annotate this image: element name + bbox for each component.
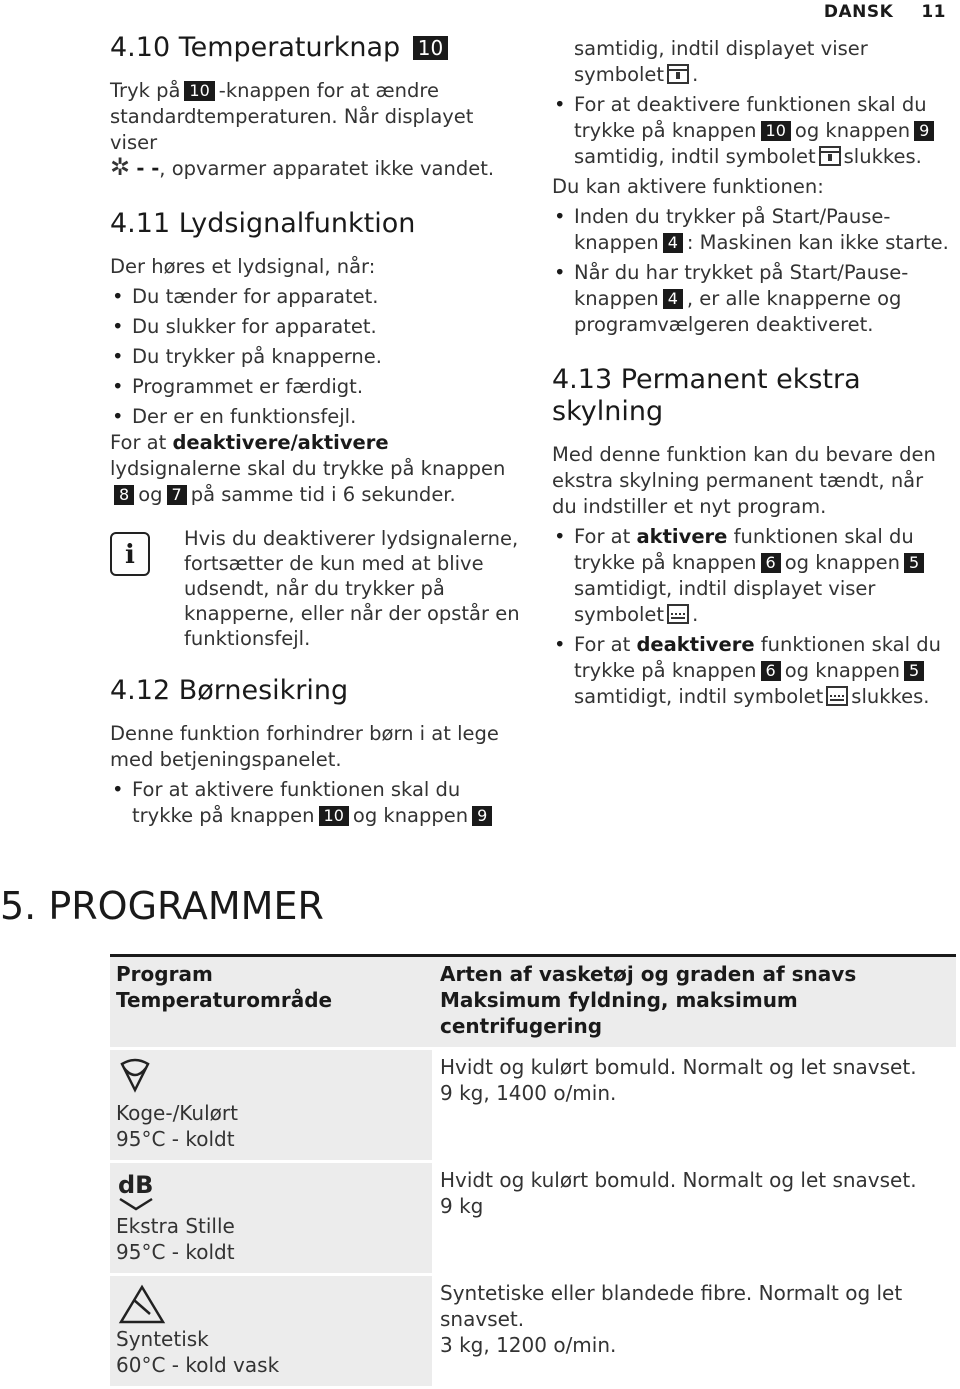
info-icon: i	[110, 532, 150, 576]
program-cell: Koge-/Kulørt 95°C - koldt	[110, 1049, 432, 1162]
rinse-intro: Med denne funktion kan du bevare den ekstra skylning permanent tændt, når du indstiller et nyt program.	[552, 443, 936, 518]
list-item: • Du tænder for apparatet.	[110, 284, 520, 310]
info-note	[110, 526, 520, 651]
activate-when-list	[552, 204, 952, 338]
col-header-type: Arten af vasketøj og graden af snavs Maksimum fyldning, maksimum centrifugering	[432, 956, 956, 1049]
table-row	[110, 1162, 956, 1275]
page-header	[824, 2, 946, 22]
extra-rinse-icon	[667, 604, 689, 624]
section-4-10-title: 4.10 Temperaturknap 10	[110, 32, 520, 64]
svg-text:dB: dB	[118, 1171, 154, 1199]
list-item: • Programmet er færdigt.	[110, 374, 520, 400]
section-4-11-title: 4.11 Lydsignalfunktion	[110, 208, 416, 239]
page-number: 11	[921, 2, 946, 22]
program-cell: dB Ekstra Stille 95°C - koldt	[110, 1162, 432, 1275]
list-item: • For at deaktivere funktionen skal du trykke på knappen 10 og knappen 9samtidig, indtil symbolet slukkes.	[552, 92, 952, 170]
list-item: • For at aktivere funktionen skal du trykke på knappen 10 og knappen 9	[110, 777, 520, 829]
button-ref-4: 4	[663, 233, 683, 253]
description-cell: Syntetiske eller blandede fibre. Normalt og let snavset. 3 kg, 1200 o/min.	[432, 1275, 956, 1388]
child-lock-list-2	[552, 92, 952, 170]
child-lock-continued: samtidig, indtil displayet viser symbolet .	[574, 37, 868, 86]
programs-title: 5. PROGRAMMER	[0, 884, 324, 928]
lock-symbol-icon	[667, 64, 689, 84]
button-ref-7: 7	[167, 485, 187, 505]
language-label: DANSK	[823, 2, 894, 22]
child-lock-list	[110, 777, 520, 829]
cotton-icon	[116, 1054, 426, 1100]
list-item: • Du trykker på knapperne.	[110, 344, 520, 370]
synthetic-triangle-icon	[116, 1280, 426, 1326]
sound-toggle-paragraph: For at deaktivere/aktivere lydsignalerne skal du trykke på knappen8 og 7 på samme tid i 6 sekunder.	[110, 431, 506, 506]
db-quiet-icon	[116, 1167, 426, 1213]
program-cell: Syntetisk 60°C - kold vask	[110, 1275, 432, 1388]
list-item: • For at aktivere funktionen skal du trykke på knappen 6 og knappen 5samtidigt, indtil displayet viser symbolet .	[552, 524, 952, 628]
button-ref-10: 10	[761, 121, 791, 141]
list-item: • Inden du trykker på Start/Pause-knappen 4 : Maskinen kan ikke starte.	[552, 204, 952, 256]
list-item: • Du slukker for apparatet.	[110, 314, 520, 340]
button-ref-10: 10	[319, 806, 349, 826]
section-4-13-title: 4.13 Permanent ekstra skylning	[552, 364, 861, 427]
left-column	[110, 32, 520, 833]
col-header-program: Program Temperaturområde	[110, 956, 432, 1049]
button-ref-10: 10	[413, 36, 448, 60]
no-heat-icon: ✲	[110, 153, 131, 181]
button-ref-6: 6	[761, 553, 781, 573]
button-ref-9: 9	[914, 121, 934, 141]
button-ref-5: 5	[904, 661, 924, 681]
button-ref-4: 4	[663, 289, 683, 309]
temperature-paragraph: Tryk på 10 -knappen for at ændre standardtemperaturen. Når displayet viser ✲ - -, opvarmer apparatet ikke vandet.	[110, 79, 495, 181]
button-ref-8: 8	[114, 485, 134, 505]
table-header-row	[110, 956, 956, 1049]
section-4-12-title: 4.12 Børnesikring	[110, 675, 349, 706]
sound-list	[110, 284, 520, 430]
activate-when: Du kan aktivere funktionen:	[552, 175, 824, 198]
rinse-list	[552, 524, 952, 710]
programs-table	[110, 954, 956, 1389]
table-row	[110, 1049, 956, 1162]
button-ref-10: 10	[184, 81, 214, 101]
list-item: • Der er en funktionsfejl.	[110, 404, 520, 430]
child-lock-intro: Denne funktion forhindrer børn i at lege med betjeningspanelet.	[110, 722, 499, 771]
table-row	[110, 1275, 956, 1388]
info-text: Hvis du deaktiverer lydsignalerne, fortsætter de kun med at blive udsendt, når du trykker på knapperne, eller når der opstår en funktionsfejl.	[184, 527, 520, 650]
button-ref-6: 6	[761, 661, 781, 681]
description-cell: Hvidt og kulørt bomuld. Normalt og let snavset. 9 kg, 1400 o/min.	[432, 1049, 956, 1162]
extra-rinse-icon	[826, 686, 848, 706]
list-item: • Når du har trykket på Start/Pause-knappen 4 , er alle knapperne og programvælgeren deaktiveret.	[552, 260, 952, 338]
description-cell: Hvidt og kulørt bomuld. Normalt og let snavset. 9 kg	[432, 1162, 956, 1275]
button-ref-5: 5	[904, 553, 924, 573]
lock-symbol-icon	[819, 146, 841, 166]
sound-intro: Der høres et lydsignal, når:	[110, 255, 376, 278]
right-column	[552, 36, 952, 714]
list-item: • For at deaktivere funktionen skal du trykke på knappen 6 og knappen 5samtidigt, indtil symbolet slukkes.	[552, 632, 952, 710]
button-ref-9: 9	[472, 806, 492, 826]
